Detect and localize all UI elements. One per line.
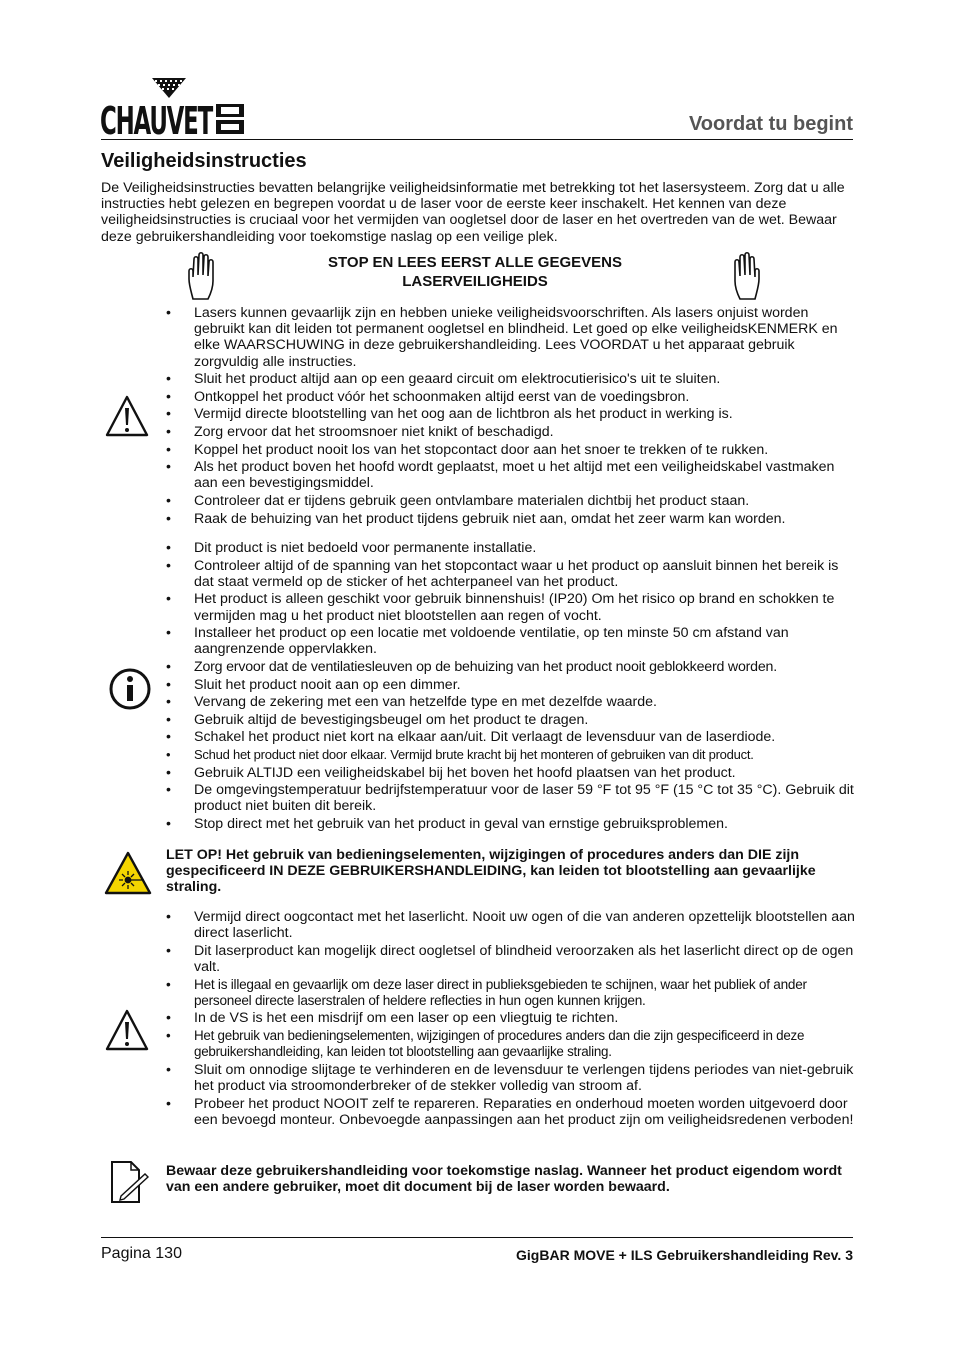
list-item: • Dit laserproduct kan mogelijk direct oogletsel of blindheid veroorzaken als het laserlicht direct op de ogen valt. — [166, 943, 856, 975]
list-item: • Vervang de zekering met een van hetzelfde type en met dezelfde waarde. — [166, 694, 856, 710]
stop-heading-line1: STOP EN LEES EERST ALLE GEGEVENS — [328, 254, 622, 271]
stop-hand-icon — [728, 251, 762, 301]
list-item: • Lasers kunnen gevaarlijk zijn en hebben unieke veiligheidsvoorschriften. Als lasers onjuist worden gebruikt kan dit leiden tot permanent oogletsel en blindheid. Let goed op elke veiligheidsKENMERK en elke WAARSCHUWING in deze gebruikershandleiding. Lees VOORDAT u het apparaat gebruik zorgvuldig alle instructies. — [166, 305, 856, 370]
footer-rule — [101, 1237, 853, 1238]
stop-heading — [250, 253, 700, 291]
list-item: • Gebruik altijd de bevestigingsbeugel om het product te dragen. — [166, 712, 856, 728]
header-rule — [101, 139, 853, 140]
list-item: • Raak de behuizing van het product tijdens gebruik niet aan, omdat het zeer warm kan worden. — [166, 511, 856, 527]
warning-triangle-icon — [104, 394, 150, 438]
chauvet-dj-logo — [100, 76, 246, 143]
list-item: • Probeer het product NOOIT zelf te repareren. Reparaties en onderhoud moeten worden uitgevoerd door een bevoegd monteur. Onbevoegde aanpassingen aan het product zijn om veiligheidsredenen verboden! — [166, 1096, 856, 1128]
note-document-icon — [109, 1160, 151, 1204]
list-item: • Sluit het product altijd aan op een geaard circuit om elektrocutierisico's uit te sluiten. — [166, 371, 856, 387]
list-item: • Vermijd direct oogcontact met het laserlicht. Nooit uw ogen of die van anderen opzettelijk blootstellen aan direct laserlicht. — [166, 909, 856, 941]
list-item: • Het product is alleen geschikt voor gebruik binnenshuis! (IP20) Om het risico op brand en schokken te vermijden mag u het product niet blootstellen aan regen of vocht. — [166, 591, 856, 623]
svg-text:CHAUVET: CHAUVET — [100, 99, 214, 143]
list-item: • Controleer dat er tijdens gebruik geen ontvlambare materialen dichtbij het product staan. — [166, 493, 856, 509]
page-title: Veiligheidsinstructies — [101, 150, 307, 172]
warning-triangle-icon — [104, 1008, 150, 1052]
storage-note: Bewaar deze gebruikershandleiding voor toekomstige naslag. Wanneer het product eigendom wordt van een andere gebruiker, moet dit document bij de laser worden bewaard. — [166, 1163, 842, 1196]
stop-heading-line2: LASERVEILIGHEIDS — [402, 273, 548, 290]
list-item: • Sluit om onnodige slijtage te verhinderen en de levensduur te verlengen tijdens periodes van niet-gebruik het product via stroomonderbreker of de stekker volledig van stroom af. — [166, 1062, 856, 1094]
list-item: • Vermijd directe blootstelling van het oog aan de lichtbron als het product in werking is. — [166, 406, 856, 422]
list-item: • Koppel het product nooit los van het stopcontact door aan het snoer te trekken of te rukken. — [166, 442, 856, 458]
list-item: • Zorg ervoor dat de ventilatiesleuven op de behuizing van het product nooit geblokkeerd worden. — [166, 659, 856, 675]
list-item: • Het gebruik van bedieningselementen, wijzigingen of procedures anders dan die zijn gespecificeerd in deze gebruikershandleiding, kan leiden tot blootstelling aan gevaarlijke straling. — [166, 1028, 856, 1060]
stop-hand-icon — [186, 251, 220, 301]
list-item: • Schud het product niet door elkaar. Vermijd brute kracht bij het monteren of gebruiken van dit product. — [166, 747, 856, 763]
list-item: • Dit product is niet bedoeld voor permanente installatie. — [166, 540, 856, 556]
info-list — [166, 540, 856, 834]
document-title: GigBAR MOVE + ILS Gebruikershandleiding Rev. 3 — [516, 1247, 853, 1263]
list-item: • Ontkoppel het product vóór het schoonmaken altijd eerst van de voedingsbron. — [166, 389, 856, 405]
laser-list — [166, 909, 856, 1129]
list-item: • Het is illegaal en gevaarlijk om deze laser direct in publieksgebieden te schijnen, waar het publiek of ander personeel directe laserstralen of heldere reflecties in hun ogen kunnen krijgen. — [166, 977, 856, 1009]
list-item: • Als het product boven het hoofd wordt geplaatst, moet u het altijd met een veiligheidskabel vastmaken aan een bevestigingsmiddel. — [166, 459, 856, 491]
list-item: • Gebruik ALTIJD een veiligheidskabel bij het boven het hoofd plaatsen van het product. — [166, 765, 856, 781]
section-title: Voordat tu begint — [688, 113, 853, 135]
intro-paragraph: De Veiligheidsinstructies bevatten belangrijke veiligheidsinformatie met betrekking tot het lasersysteem. Zorg dat u alle instructies hebt gelezen en begrepen voordat u de laser voor de eerste keer inschakelt. Het kennen van deze veiligheidsinstructies is cruciaal voor het vermijden van oogletsel door de laser en het overtreden van de wet. Bewaar deze gebruikershandleiding voor toekomstige naslag op een veilige plek. — [101, 180, 845, 245]
warning-list — [166, 305, 856, 528]
list-item: • Zorg ervoor dat het stroomsnoer niet knikt of beschadigd. — [166, 424, 856, 440]
list-item: • In de VS is het een misdrijf om een laser op een vliegtuig te richten. — [166, 1010, 856, 1026]
info-icon — [108, 667, 152, 711]
laser-hazard-icon — [104, 851, 152, 895]
laser-warning: LET OP! Het gebruik van bedieningselementen, wijzigingen of procedures anders dan DIE zijn gespecificeerd IN DEZE GEBRUIKERSHANDLEIDING, kan leiden tot blootstelling aan gevaarlijke straling. — [166, 847, 816, 896]
list-item: • Sluit het product nooit aan op een dimmer. — [166, 677, 856, 693]
page-number: Pagina 130 — [101, 1245, 182, 1262]
list-item: • Controleer altijd of de spanning van het stopcontact waar u het product op aansluit binnen het bereik is dat staat vermeld op de sticker of het achterpaneel van het product. — [166, 558, 856, 590]
list-item: • De omgevingstemperatuur bedrijfstemperatuur voor de laser 59 °F tot 95 °F (15 °C tot 35 °C). Gebruik dit product niet buiten dit bereik. — [166, 782, 856, 814]
list-item: • Installeer het product op een locatie met voldoende ventilatie, op ten minste 50 cm afstand van aangrenzende oppervlakken. — [166, 625, 856, 657]
list-item: • Stop direct met het gebruik van het product in geval van ernstige gebruiksproblemen. — [166, 816, 856, 832]
list-item: • Schakel het product niet kort na elkaar aan/uit. Dit verlaagt de levensduur van de laserdiode. — [166, 729, 856, 745]
